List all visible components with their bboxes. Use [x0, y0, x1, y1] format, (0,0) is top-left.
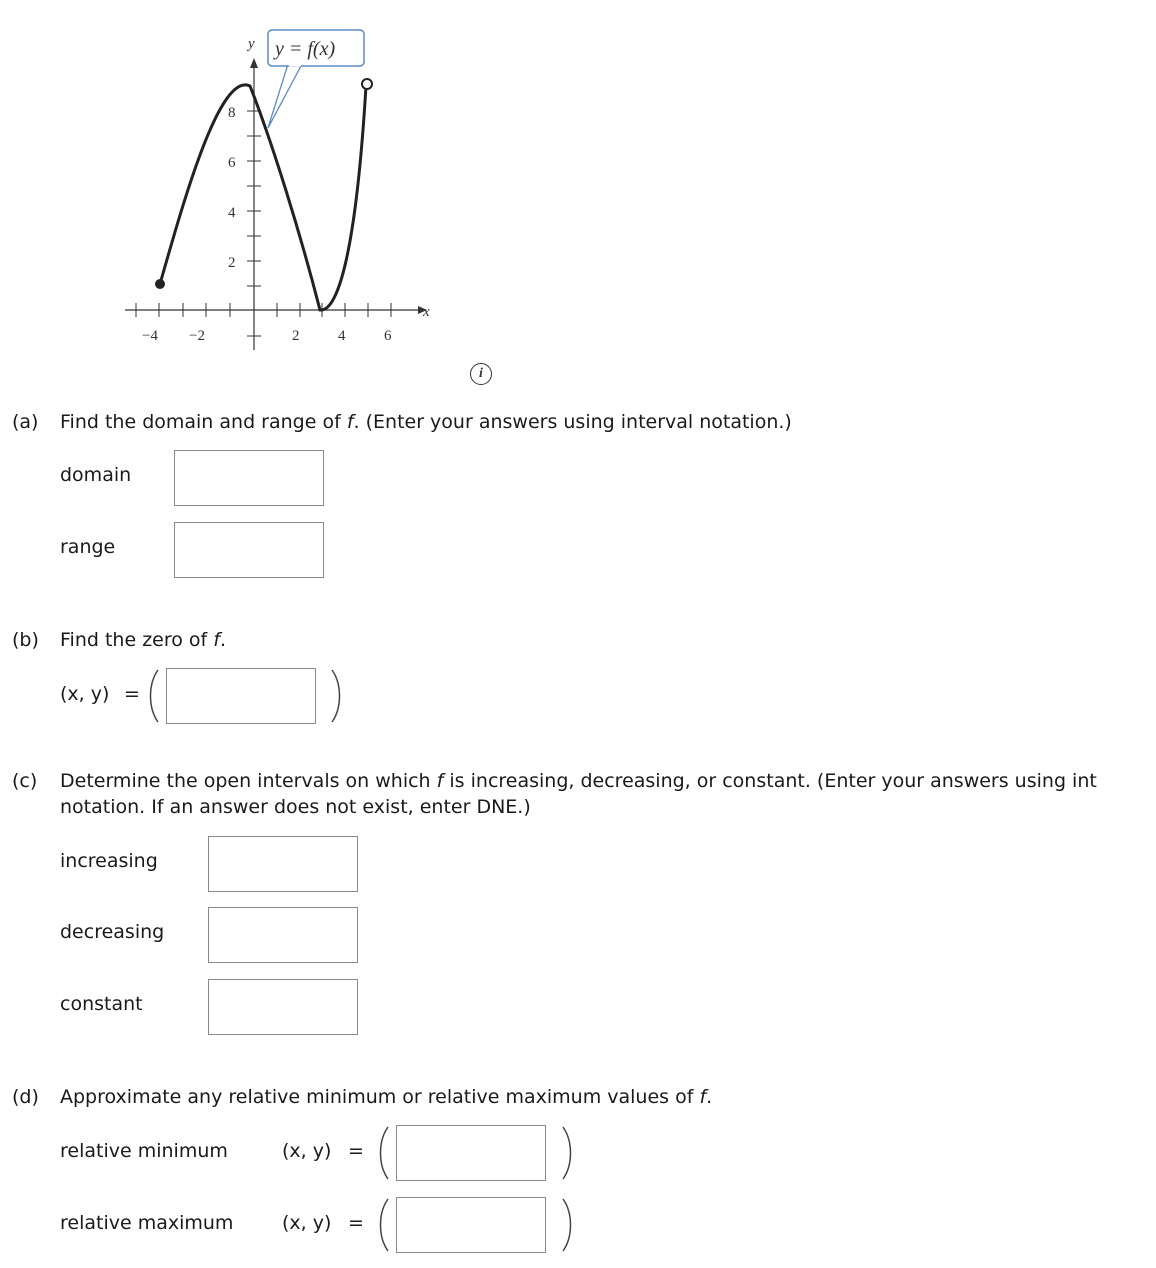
y-axis-arrow — [250, 58, 258, 68]
x-tick-label-6: 6 — [384, 328, 392, 344]
x-tick-label-2: 2 — [292, 328, 300, 344]
x-axis-label: x — [423, 304, 430, 320]
info-icon[interactable]: i — [470, 363, 492, 385]
part-d-prompt-post: . — [706, 1086, 713, 1108]
callout-pointer — [268, 64, 302, 128]
rel-min-equals: = — [348, 1140, 364, 1162]
part-d-prompt-text: Approximate any relative minimum or relative maximum values of — [60, 1086, 694, 1108]
increasing-label: increasing — [60, 850, 158, 872]
rel-min-input[interactable] — [396, 1125, 546, 1181]
part-a-letter: (a) — [12, 411, 39, 433]
y-tick-label-4: 4 — [228, 205, 236, 221]
rel-max-xy-label: (x, y) — [282, 1212, 332, 1234]
rel-max-close-paren — [561, 1197, 575, 1253]
part-a-prompt-var: f — [346, 411, 354, 433]
x-tick-label-neg2: −2 — [189, 328, 205, 344]
rel-max-input[interactable] — [396, 1197, 546, 1253]
part-a-prompt — [60, 411, 792, 433]
zero-input[interactable] — [166, 668, 316, 724]
rel-max-open-paren — [376, 1197, 390, 1253]
decreasing-label: decreasing — [60, 921, 165, 943]
y-tick-label-6: 6 — [228, 155, 236, 171]
zero-open-paren — [146, 668, 160, 724]
zero-xy-label: (x, y) — [60, 683, 110, 705]
x-tick-label-neg4: −4 — [142, 328, 158, 344]
part-c-line1-post: is increasing, decreasing, or constant. (Enter your answers using int — [449, 770, 1097, 792]
decreasing-input[interactable] — [208, 907, 358, 963]
constant-input[interactable] — [208, 979, 358, 1035]
domain-input[interactable] — [174, 450, 324, 506]
part-c-prompt-line2: notation. If an answer does not exist, enter DNE.) — [60, 796, 531, 818]
part-b-prompt-var: f — [213, 629, 220, 651]
part-a-prompt-post: . (Enter your answers using interval notation.) — [353, 411, 792, 433]
rel-min-close-paren — [561, 1125, 575, 1181]
part-c-line1-var: f — [436, 770, 444, 792]
open-endpoint — [362, 79, 372, 89]
part-c-letter: (c) — [12, 770, 38, 792]
rel-min-label: relative minimum — [60, 1140, 228, 1162]
callout-label: y = f(x) — [275, 38, 336, 60]
range-input[interactable] — [174, 522, 324, 578]
zero-equals: = — [124, 683, 140, 705]
constant-label: constant — [60, 993, 143, 1015]
x-tick-label-4: 4 — [338, 328, 346, 344]
part-a-prompt-text: Find the domain and range of — [60, 411, 341, 433]
y-tick-label-8: 8 — [228, 105, 236, 121]
increasing-input[interactable] — [208, 836, 358, 892]
part-d-prompt-var: f — [699, 1086, 707, 1108]
zero-close-paren — [330, 668, 344, 724]
y-tick-label-2: 2 — [228, 255, 236, 271]
part-b-prompt — [60, 629, 226, 651]
part-b-letter: (b) — [12, 629, 39, 651]
part-b-prompt-text: Find the zero of — [60, 629, 208, 651]
part-c-prompt-line1 — [60, 770, 1097, 792]
closed-endpoint — [155, 279, 165, 289]
y-axis-label: y — [248, 36, 255, 52]
function-graph — [110, 28, 430, 358]
part-b-prompt-post: . — [219, 629, 227, 651]
rel-min-open-paren — [376, 1125, 390, 1181]
part-c-line1-text: Determine the open intervals on which — [60, 770, 431, 792]
domain-label: domain — [60, 464, 132, 486]
function-curve — [160, 85, 366, 310]
range-label: range — [60, 536, 116, 558]
rel-min-xy-label: (x, y) — [282, 1140, 332, 1162]
part-d-prompt — [60, 1086, 712, 1108]
rel-max-label: relative maximum — [60, 1212, 234, 1234]
rel-max-equals: = — [348, 1212, 364, 1234]
part-d-letter: (d) — [12, 1086, 39, 1108]
